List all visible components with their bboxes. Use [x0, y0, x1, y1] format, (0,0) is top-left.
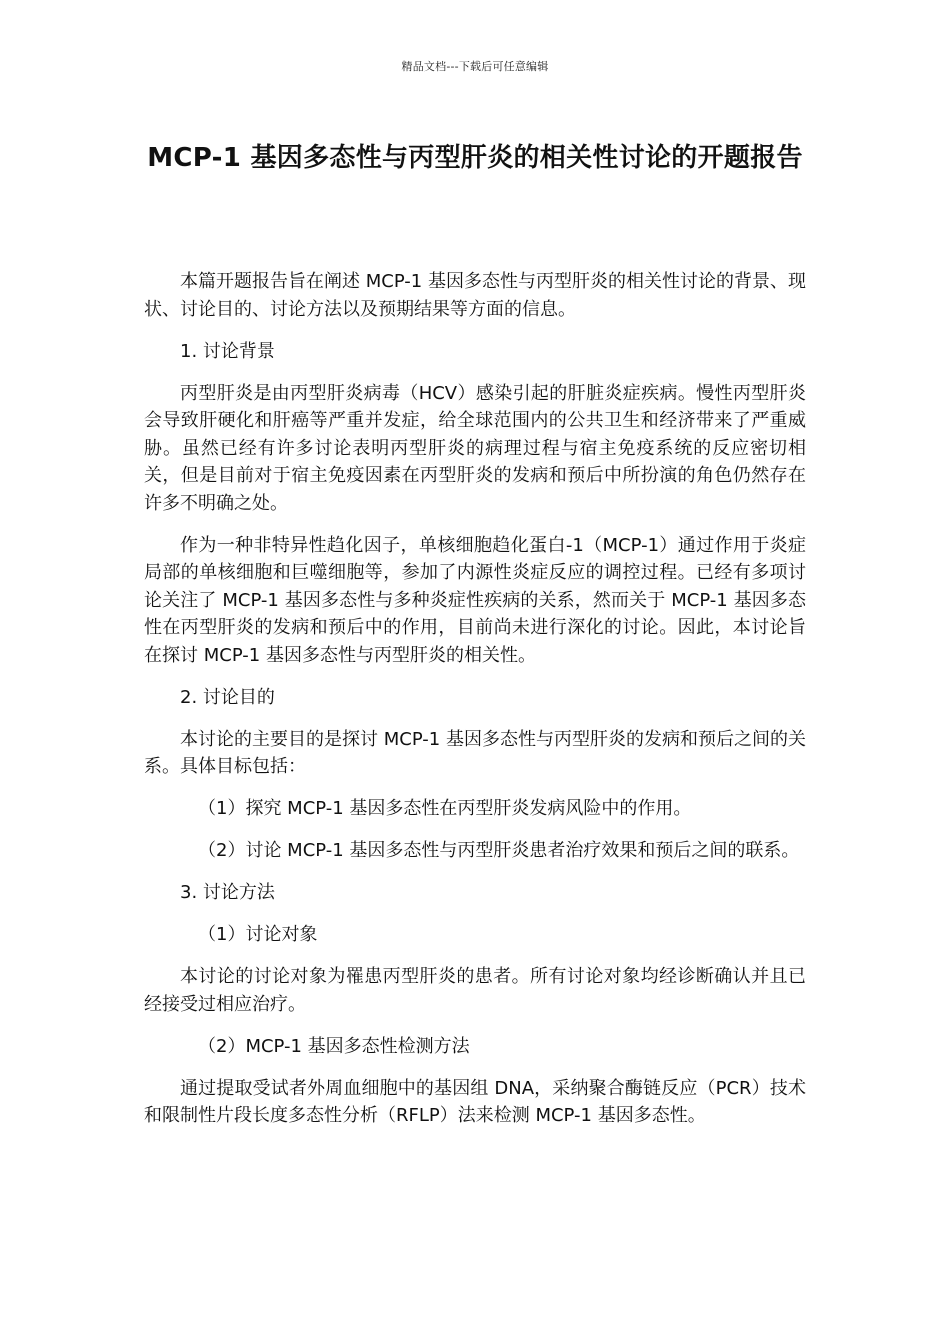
document-body	[144, 268, 806, 1144]
background-paragraph-1: 丙型肝炎是由丙型肝炎病毒（HCV）感染引起的肝脏炎症疾病。慢性丙型肝炎会导致肝硬化和肝癌等严重并发症，给全球范围内的公共卫生和经济带来了严重威胁。虽然已经有许多讨论表明丙型肝炎的病理过程与宿主免疫系统的反应密切相关，但是目前对于宿主免疫因素在丙型肝炎的发病和预后中所扮演的角色仍然存在许多不明确之处。	[144, 382, 806, 514]
section-heading-methods: 3. 讨论方法	[180, 882, 275, 903]
purpose-item-1: （1）探究 MCP-1 基因多态性在丙型肝炎发病风险中的作用。	[198, 798, 692, 819]
section-heading-purpose: 2. 讨论目的	[180, 686, 275, 708]
intro-paragraph: 本篇开题报告旨在阐述 MCP-1 基因多态性与丙型肝炎的相关性讨论的背景、现状、讨论目的、讨论方法以及预期结果等方面的信息。	[144, 271, 806, 320]
purpose-item-2: （2）讨论 MCP-1 基因多态性与丙型肝炎患者治疗效果和预后之间的联系。	[198, 840, 800, 861]
background-paragraph-2: 作为一种非特异性趋化因子，单核细胞趋化蛋白-1（MCP-1）通过作用于炎症局部的单核细胞和巨噬细胞等，参加了内源性炎症反应的调控过程。已经有多项讨论关注了 MCP-1 基因多态性与多种炎症性疾病的关系，然而关于 MCP-1 基因多态性在丙型肝炎的发病和预后中的作用，目前尚未进行深化的讨论。因此，本讨论旨在探讨 MCP-1 基因多态性与丙型肝炎的相关性。	[144, 534, 806, 666]
methods-subheading-subjects: （1）讨论对象	[198, 924, 318, 945]
methods-subjects-paragraph: 本讨论的讨论对象为罹患丙型肝炎的患者。所有讨论对象均经诊断确认并且已经接受过相应治疗。	[144, 966, 806, 1015]
document-title: MCP-1 基因多态性与丙型肝炎的相关性讨论的开题报告	[147, 143, 803, 173]
section-heading-background: 1. 讨论背景	[180, 340, 275, 362]
page-header-note: 精品文档---下载后可任意编辑	[401, 60, 549, 73]
methods-subheading-detection: （2）MCP-1 基因多态性检测方法	[198, 1035, 470, 1057]
purpose-paragraph: 本讨论的主要目的是探讨 MCP-1 基因多态性与丙型肝炎的发病和预后之间的关系。具体目标包括：	[144, 728, 806, 777]
methods-detection-paragraph: 通过提取受试者外周血细胞中的基因组 DNA，采纳聚合酶链反应（PCR）技术和限制性片段长度多态性分析（RFLP）法来检测 MCP-1 基因多态性。	[144, 1077, 806, 1126]
